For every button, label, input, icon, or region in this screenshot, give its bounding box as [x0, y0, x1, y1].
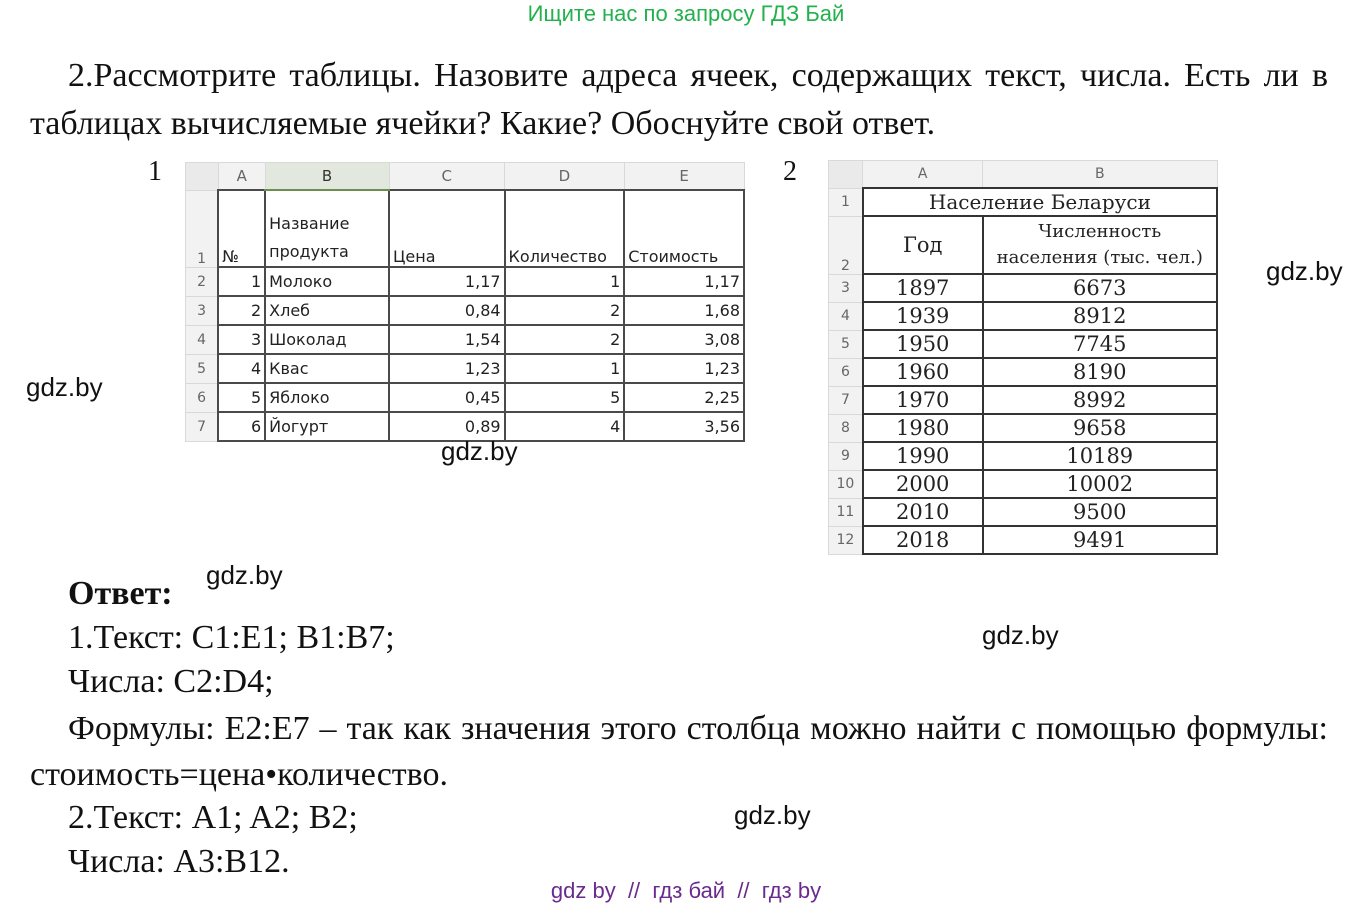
table-row: [186, 325, 745, 354]
cell: 9500: [983, 498, 1217, 526]
cell: Молоко: [265, 267, 389, 296]
row-header: 4: [829, 302, 863, 330]
cell: 2000: [863, 470, 983, 498]
table-row: [829, 216, 1218, 274]
table-row: [186, 190, 745, 267]
col-header-a: A: [863, 161, 983, 189]
cell: 6: [218, 412, 265, 441]
table-row: [829, 274, 1218, 302]
row-header: 6: [829, 358, 863, 386]
table-row: [829, 330, 1218, 358]
cell: 0,45: [389, 383, 505, 412]
answer-line: 2.Текст: A1; A2; B2;: [68, 799, 358, 836]
watermark: gdz.by: [1266, 256, 1343, 286]
cell: 6673: [983, 274, 1217, 302]
cell: 8912: [983, 302, 1217, 330]
row-header: 4: [186, 325, 219, 354]
row-header: 8: [829, 414, 863, 442]
col-header-e: E: [624, 163, 744, 191]
cell: Шоколад: [265, 325, 389, 354]
cell-line: Численность: [1038, 221, 1162, 242]
row-header: 1: [829, 188, 863, 216]
cell: 2,25: [624, 383, 744, 412]
cell: 1970: [863, 386, 983, 414]
cell: 1: [218, 267, 265, 296]
row-header: 7: [186, 412, 219, 441]
cell: Год: [863, 216, 983, 274]
cell: 9491: [983, 526, 1217, 554]
search-banner: Ищите нас по запросу ГДЗ Бай: [527, 1, 845, 26]
row-header: 5: [829, 330, 863, 358]
cell-line: продукта: [269, 242, 349, 261]
cell-line: Название: [269, 214, 350, 233]
cell: 8190: [983, 358, 1217, 386]
cell: 2010: [863, 498, 983, 526]
population-spreadsheet: [828, 160, 1218, 555]
cell: 1: [505, 354, 625, 383]
cell: 8992: [983, 386, 1217, 414]
cell: Йогурт: [265, 412, 389, 441]
cell: Цена: [389, 190, 505, 267]
table-row: [829, 414, 1218, 442]
cell: №: [218, 190, 265, 267]
cell: 4: [505, 412, 625, 441]
table-row: [186, 296, 745, 325]
cell: 9658: [983, 414, 1217, 442]
cell: 4: [218, 354, 265, 383]
cell: 0,89: [389, 412, 505, 441]
table-row: [186, 267, 745, 296]
cell: 3,56: [624, 412, 744, 441]
cell: 7745: [983, 330, 1217, 358]
cell: 3: [218, 325, 265, 354]
answer-line: Числа: C2:D4;: [68, 663, 274, 700]
table-row: [829, 526, 1218, 554]
table-row: [829, 386, 1218, 414]
cell: 1,54: [389, 325, 505, 354]
row-header: 3: [186, 296, 219, 325]
cell: Стоимость: [624, 190, 744, 267]
answer-line: Формулы: E2:E7 – так как значения этого столбца можно найти с помощью формулы: стоимость=цена•количество.: [30, 710, 1328, 793]
watermark: gdz.by: [734, 800, 811, 830]
answer-line: Числа: A3:B12.: [68, 843, 290, 880]
cell-line: населения (тыс. чел.): [996, 247, 1203, 268]
footer-links: gdz by // гдз бай // гдз by: [550, 878, 822, 903]
cell: 2018: [863, 526, 983, 554]
cell: 1,17: [389, 267, 505, 296]
col-header-c: C: [389, 163, 505, 191]
watermark: gdz.by: [26, 372, 103, 402]
cell: 2: [218, 296, 265, 325]
cell: 1,23: [624, 354, 744, 383]
cell: 1980: [863, 414, 983, 442]
cell: 2: [505, 296, 625, 325]
cell: 10189: [983, 442, 1217, 470]
col-header-d: D: [505, 163, 625, 191]
row-header: 1: [186, 190, 219, 267]
merged-title-cell: Население Беларуси: [863, 188, 1217, 216]
row-header: 9: [829, 442, 863, 470]
cell: 1: [505, 267, 625, 296]
cell: 1897: [863, 274, 983, 302]
row-header: 6: [186, 383, 219, 412]
task-text: 2.Рассмотрите таблицы. Назовите адреса ячеек, содержащих текст, числа. Есть ли в таблицах вычисляемые ячейки? Какие? Обоснуйте свой ответ.: [30, 57, 1328, 142]
cell: 1950: [863, 330, 983, 358]
row-header: 2: [829, 216, 863, 274]
row-header: 10: [829, 470, 863, 498]
cell: 5: [505, 383, 625, 412]
answer-line: 1.Текст: C1:E1; B1:B7;: [68, 619, 395, 656]
products-spreadsheet: [185, 162, 745, 442]
cell: 5: [218, 383, 265, 412]
cell: Количество: [505, 190, 625, 267]
watermark: gdz.by: [441, 436, 518, 466]
row-header: 11: [829, 498, 863, 526]
table-row: [829, 188, 1218, 216]
cell: 1,17: [624, 267, 744, 296]
cell: 1990: [863, 442, 983, 470]
table-1-label: 1: [148, 156, 162, 187]
col-header-b: B: [983, 161, 1217, 189]
col-header-a: A: [218, 163, 265, 191]
row-header: 7: [829, 386, 863, 414]
table-row: [186, 383, 745, 412]
cell: 1,68: [624, 296, 744, 325]
corner-cell: [186, 163, 219, 191]
table-row: [829, 442, 1218, 470]
table-row: [829, 302, 1218, 330]
cell: Хлеб: [265, 296, 389, 325]
cell: 0,84: [389, 296, 505, 325]
cell: 3,08: [624, 325, 744, 354]
row-header: 12: [829, 526, 863, 554]
table-2-label: 2: [783, 156, 797, 187]
row-header: 5: [186, 354, 219, 383]
cell: 10002: [983, 470, 1217, 498]
answer-heading: Ответ:: [68, 575, 173, 612]
cell: Квас: [265, 354, 389, 383]
row-header: 2: [186, 267, 219, 296]
table-row: [829, 498, 1218, 526]
cell: 1939: [863, 302, 983, 330]
cell: 1,23: [389, 354, 505, 383]
cell: 2: [505, 325, 625, 354]
table-row: [829, 358, 1218, 386]
corner-cell: [829, 161, 863, 189]
cell: 1960: [863, 358, 983, 386]
cell: [265, 190, 389, 267]
cell: Яблоко: [265, 383, 389, 412]
col-header-b: B: [265, 163, 389, 191]
cell: [983, 216, 1217, 274]
watermark: gdz.by: [206, 560, 283, 590]
watermark: gdz.by: [982, 620, 1059, 650]
table-row: [829, 470, 1218, 498]
row-header: 3: [829, 274, 863, 302]
table-row: [186, 354, 745, 383]
